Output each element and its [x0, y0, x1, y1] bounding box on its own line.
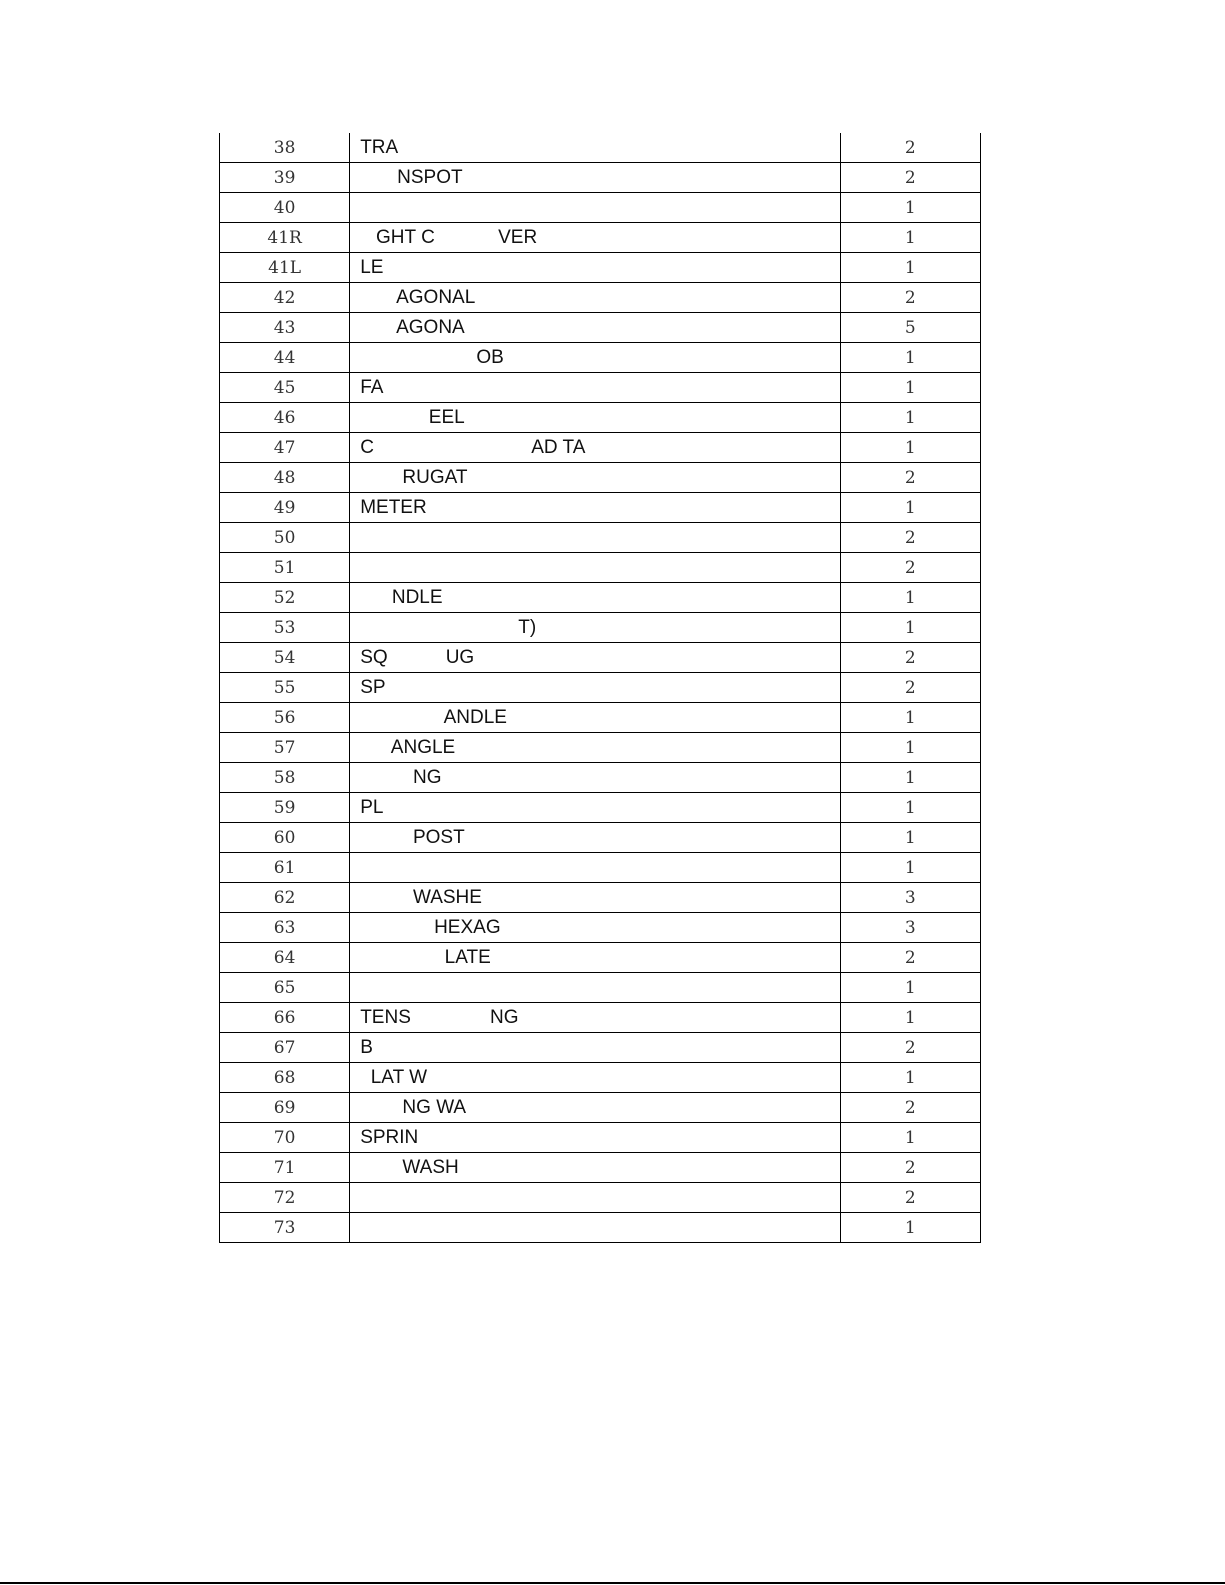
row-description: NDLE [350, 583, 841, 613]
row-quantity: 2 [840, 1093, 980, 1123]
table-row [220, 373, 981, 403]
row-description: SP [350, 673, 841, 703]
row-description: AGONA [350, 313, 841, 343]
row-number: 41R [220, 223, 350, 253]
row-description: SQ UG [350, 643, 841, 673]
row-quantity: 1 [840, 1003, 980, 1033]
row-description: LE [350, 253, 841, 283]
table-row [220, 823, 981, 853]
row-description: SPRIN [350, 1123, 841, 1153]
row-description: LATE [350, 943, 841, 973]
row-number: 62 [220, 883, 350, 913]
table-row [220, 253, 981, 283]
table-row [220, 1213, 981, 1243]
row-quantity: 5 [840, 313, 980, 343]
table-row [220, 433, 981, 463]
table-row [220, 943, 981, 973]
row-description: PL [350, 793, 841, 823]
table-row [220, 523, 981, 553]
row-quantity: 3 [840, 883, 980, 913]
row-number: 66 [220, 1003, 350, 1033]
page-bottom-rule [0, 1582, 1225, 1584]
row-quantity: 1 [840, 193, 980, 223]
table-row [220, 283, 981, 313]
row-quantity: 1 [840, 1123, 980, 1153]
row-number: 42 [220, 283, 350, 313]
row-number: 52 [220, 583, 350, 613]
row-quantity: 1 [840, 223, 980, 253]
row-quantity: 1 [840, 253, 980, 283]
row-number: 58 [220, 763, 350, 793]
row-description: NG WA [350, 1093, 841, 1123]
row-description [350, 973, 841, 1003]
row-number: 45 [220, 373, 350, 403]
table-row [220, 223, 981, 253]
table-row [220, 583, 981, 613]
row-quantity: 2 [840, 283, 980, 313]
row-description: RUGAT [350, 463, 841, 493]
table-row [220, 793, 981, 823]
row-quantity: 1 [840, 613, 980, 643]
row-number: 61 [220, 853, 350, 883]
row-description: OB [350, 343, 841, 373]
row-quantity: 1 [840, 433, 980, 463]
row-description: FA [350, 373, 841, 403]
row-number: 41L [220, 253, 350, 283]
row-number: 46 [220, 403, 350, 433]
row-number: 49 [220, 493, 350, 523]
table-row [220, 1093, 981, 1123]
row-quantity: 2 [840, 1033, 980, 1063]
row-quantity: 1 [840, 1213, 980, 1243]
row-description: ANGLE [350, 733, 841, 763]
table-row [220, 763, 981, 793]
table-row [220, 463, 981, 493]
row-number: 69 [220, 1093, 350, 1123]
row-description [350, 1213, 841, 1243]
row-quantity: 1 [840, 733, 980, 763]
table-row [220, 1003, 981, 1033]
row-number: 44 [220, 343, 350, 373]
row-quantity: 1 [840, 373, 980, 403]
row-quantity: 1 [840, 763, 980, 793]
row-number: 51 [220, 553, 350, 583]
row-quantity: 1 [840, 973, 980, 1003]
row-quantity: 1 [840, 403, 980, 433]
table-row [220, 163, 981, 193]
row-number: 63 [220, 913, 350, 943]
row-description: TENS NG [350, 1003, 841, 1033]
table-row [220, 133, 981, 163]
table-row [220, 1153, 981, 1183]
row-description: C AD TA [350, 433, 841, 463]
table-row [220, 853, 981, 883]
row-quantity: 1 [840, 793, 980, 823]
row-description: TRA [350, 133, 841, 163]
parts-table-body [220, 133, 981, 1243]
row-number: 72 [220, 1183, 350, 1213]
row-number: 73 [220, 1213, 350, 1243]
table-row [220, 403, 981, 433]
table-row [220, 1123, 981, 1153]
row-description [350, 853, 841, 883]
row-quantity: 2 [840, 133, 980, 163]
row-number: 59 [220, 793, 350, 823]
row-quantity: 2 [840, 1183, 980, 1213]
row-number: 47 [220, 433, 350, 463]
row-description: HEXAG [350, 913, 841, 943]
row-number: 39 [220, 163, 350, 193]
row-quantity: 1 [840, 583, 980, 613]
row-description: T) [350, 613, 841, 643]
table-row [220, 703, 981, 733]
row-number: 67 [220, 1033, 350, 1063]
row-description: NSPOT [350, 163, 841, 193]
table-row [220, 553, 981, 583]
row-quantity: 2 [840, 523, 980, 553]
parts-table [219, 133, 981, 1243]
table-row [220, 313, 981, 343]
row-description: LAT W [350, 1063, 841, 1093]
row-number: 55 [220, 673, 350, 703]
row-description [350, 553, 841, 583]
row-number: 57 [220, 733, 350, 763]
row-quantity: 1 [840, 703, 980, 733]
table-row [220, 673, 981, 703]
row-quantity: 1 [840, 823, 980, 853]
row-quantity: 2 [840, 943, 980, 973]
row-description: B [350, 1033, 841, 1063]
row-quantity: 1 [840, 343, 980, 373]
row-number: 68 [220, 1063, 350, 1093]
row-quantity: 2 [840, 463, 980, 493]
row-description [350, 1183, 841, 1213]
row-description: POST [350, 823, 841, 853]
row-number: 65 [220, 973, 350, 1003]
row-number: 64 [220, 943, 350, 973]
row-description: WASH [350, 1153, 841, 1183]
row-description: ANDLE [350, 703, 841, 733]
row-quantity: 3 [840, 913, 980, 943]
row-quantity: 2 [840, 163, 980, 193]
row-quantity: 2 [840, 553, 980, 583]
row-description [350, 523, 841, 553]
table-row [220, 733, 981, 763]
row-number: 38 [220, 133, 350, 163]
row-description: EEL [350, 403, 841, 433]
table-row [220, 913, 981, 943]
table-row [220, 973, 981, 1003]
row-description: AGONAL [350, 283, 841, 313]
table-row [220, 1183, 981, 1213]
row-number: 56 [220, 703, 350, 733]
row-number: 60 [220, 823, 350, 853]
row-number: 71 [220, 1153, 350, 1183]
row-quantity: 2 [840, 643, 980, 673]
table-row [220, 193, 981, 223]
row-number: 50 [220, 523, 350, 553]
table-row [220, 343, 981, 373]
row-description [350, 193, 841, 223]
row-description: WASHE [350, 883, 841, 913]
parts-list [219, 133, 981, 1243]
table-row [220, 1033, 981, 1063]
row-number: 40 [220, 193, 350, 223]
table-row [220, 613, 981, 643]
table-row [220, 493, 981, 523]
row-number: 53 [220, 613, 350, 643]
table-row [220, 643, 981, 673]
row-quantity: 2 [840, 1153, 980, 1183]
table-row [220, 1063, 981, 1093]
row-quantity: 1 [840, 493, 980, 523]
row-quantity: 2 [840, 673, 980, 703]
row-quantity: 1 [840, 1063, 980, 1093]
row-description: NG [350, 763, 841, 793]
row-description: GHT C VER [350, 223, 841, 253]
row-description: METER [350, 493, 841, 523]
row-number: 43 [220, 313, 350, 343]
row-quantity: 1 [840, 853, 980, 883]
row-number: 48 [220, 463, 350, 493]
row-number: 54 [220, 643, 350, 673]
row-number: 70 [220, 1123, 350, 1153]
table-row [220, 883, 981, 913]
